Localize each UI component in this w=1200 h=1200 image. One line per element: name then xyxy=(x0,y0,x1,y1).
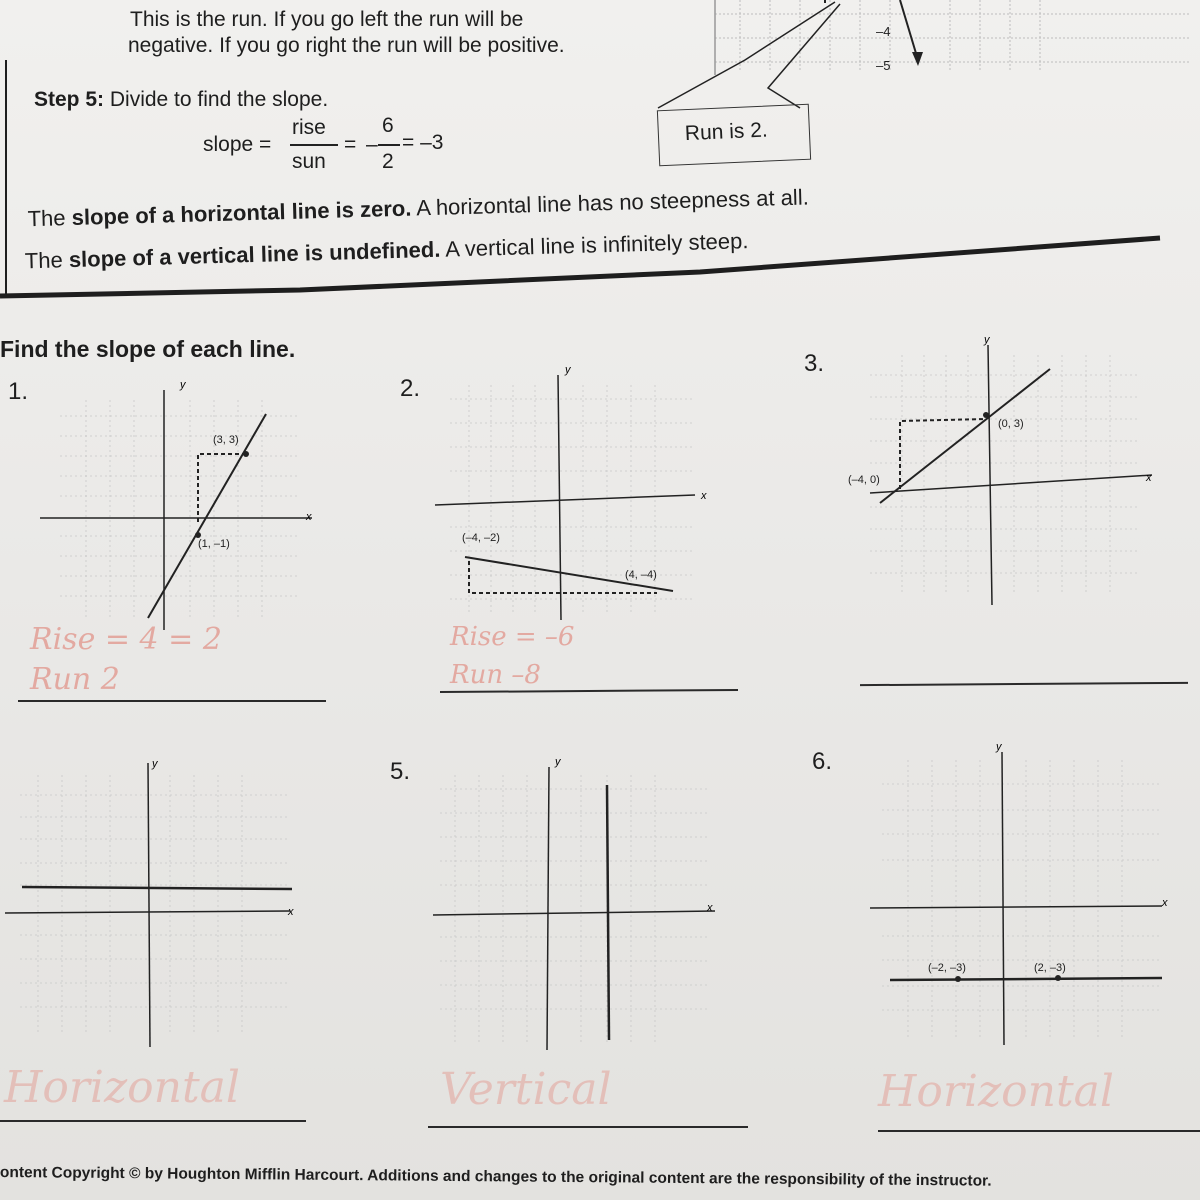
rule-h-post: A horizontal line has no steepness at all. xyxy=(415,184,810,221)
rule-h-bold: slope of a horizontal line is zero. xyxy=(71,195,412,231)
g3-point-b: (–4, 0) xyxy=(848,474,880,486)
step4-line1: This is the run. If you go left the run will be xyxy=(130,8,524,31)
box-border xyxy=(0,0,1200,300)
graph-2 xyxy=(425,365,725,625)
equals-sign: = xyxy=(344,133,357,156)
fraction-six: 6 xyxy=(382,114,394,137)
g6-point-a: (–2, –3) xyxy=(928,962,966,974)
g3-point-a: (0, 3) xyxy=(998,418,1024,430)
callout-m4: –4 xyxy=(876,24,891,39)
answer-6: Horizontal xyxy=(878,1066,1114,1117)
problem-3-number: 3. xyxy=(804,350,825,377)
svg-text:x: x xyxy=(701,490,707,502)
graph-5 xyxy=(425,755,725,1055)
rule-v-post: A vertical line is infinitely steep. xyxy=(444,228,749,262)
svg-text:x: x xyxy=(306,511,312,523)
svg-text:y: y xyxy=(180,380,186,391)
svg-text:y: y xyxy=(984,335,990,346)
answer-1-top: Rise = 4 = 2 xyxy=(30,622,222,657)
answer-line-4 xyxy=(0,1120,306,1122)
run-callout-text: Run is 2. xyxy=(684,118,769,146)
step5-text: Divide to find the slope. xyxy=(109,88,329,111)
answer-4: Horizontal xyxy=(4,1062,240,1113)
fraction-sun: sun xyxy=(292,150,326,173)
problem-2-number: 2. xyxy=(400,375,421,402)
answer-line-3 xyxy=(860,682,1188,686)
answer-5: Vertical xyxy=(440,1064,612,1115)
g2-point-a: (–4, –2) xyxy=(462,532,500,544)
rule-v-pre: The xyxy=(24,247,64,274)
slope-result: = –3 xyxy=(402,131,444,154)
section-title: Find the slope of each line. xyxy=(0,336,296,362)
answer-line-1 xyxy=(18,700,326,702)
svg-text:y: y xyxy=(555,756,561,768)
rule-v-bold: slope of a vertical line is undefined. xyxy=(68,236,441,273)
svg-text:x: x xyxy=(1146,472,1152,484)
g1-point-b: (1, –1) xyxy=(198,538,230,550)
problem-1-number: 1. xyxy=(8,378,29,405)
svg-text:y: y xyxy=(152,758,158,770)
svg-text:y: y xyxy=(565,365,571,376)
answer-1-bottom: Run 2 xyxy=(30,662,120,697)
copyright-footer: ontent Copyright © by Houghton Mifflin Harcourt. Additions and changes to the original content are the responsibility of the instructor. xyxy=(0,1164,992,1190)
g1-point-a: (3, 3) xyxy=(213,434,239,446)
callout-m5: –5 xyxy=(876,58,891,73)
answer-line-6 xyxy=(878,1130,1200,1132)
step4-line2: negative. If you go right the run will be positive. xyxy=(128,34,565,57)
svg-text:x: x xyxy=(288,906,294,918)
negative-sign: – xyxy=(366,133,378,156)
step5-label: Step 5: xyxy=(34,88,105,111)
rule-h-pre: The xyxy=(27,205,66,232)
graph-4 xyxy=(0,755,310,1055)
graph-3 xyxy=(840,335,1160,615)
g2-point-b: (4, –4) xyxy=(625,569,657,581)
answer-2-bottom: Run –8 xyxy=(450,660,541,690)
fraction-rise: rise xyxy=(292,116,326,139)
answer-2-top: Rise = –6 xyxy=(450,622,575,652)
svg-text:y: y xyxy=(996,741,1002,753)
graph-1 xyxy=(30,380,330,640)
fraction-two: 2 xyxy=(382,150,394,173)
svg-text:x: x xyxy=(1162,897,1168,909)
slope-word: slope = xyxy=(203,133,272,156)
problem-5-number: 5. xyxy=(390,758,411,785)
g6-point-b: (2, –3) xyxy=(1034,962,1066,974)
graph-6 xyxy=(862,740,1182,1050)
problem-6-number: 6. xyxy=(812,748,833,775)
answer-line-5 xyxy=(428,1126,748,1128)
svg-text:x: x xyxy=(707,902,713,914)
